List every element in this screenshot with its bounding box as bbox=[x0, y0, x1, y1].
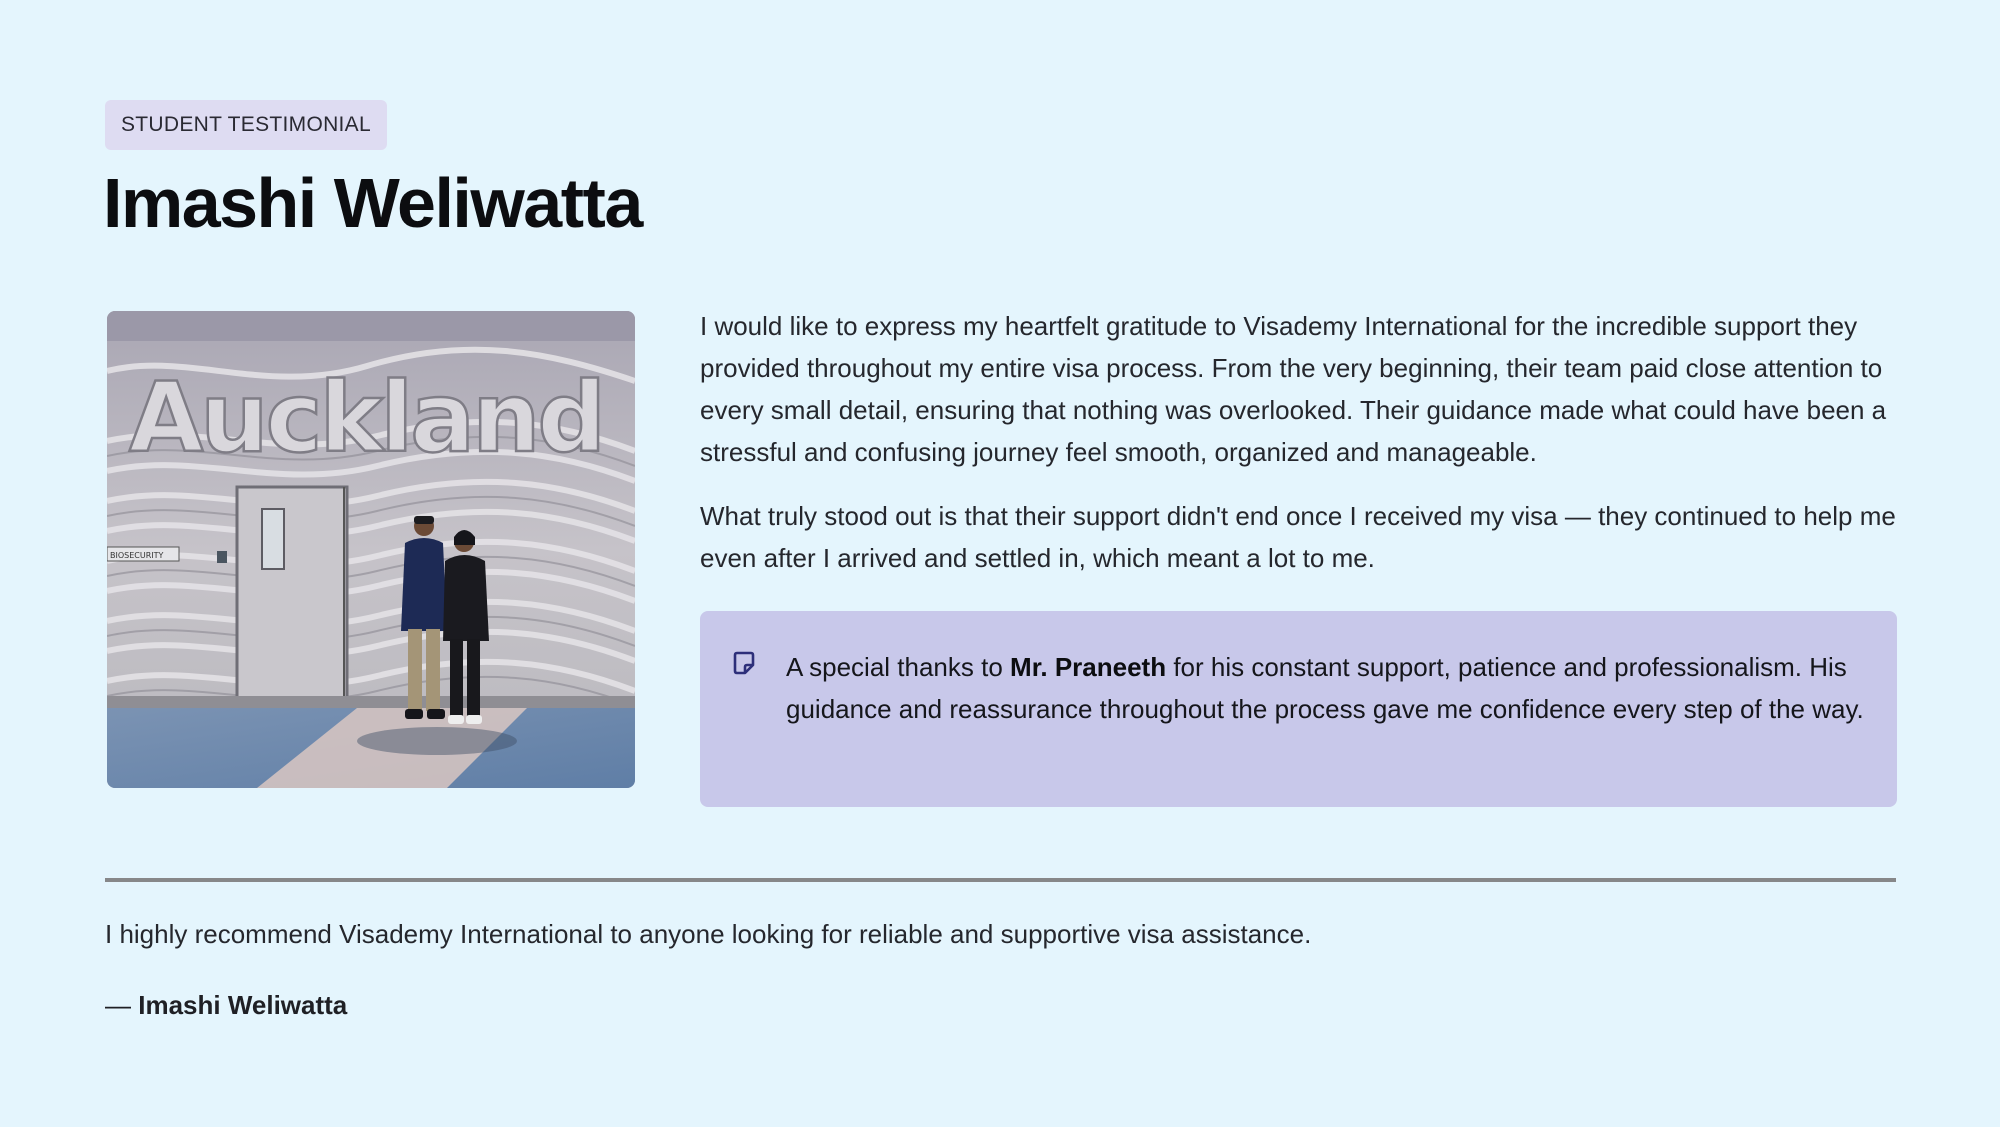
testimonial-paragraph: What truly stood out is that their support didn't end once I received my visa — they continued to help me even after I arrived and settled in, which meant a lot to me. bbox=[700, 501, 1896, 573]
section-divider bbox=[105, 878, 1896, 882]
note-icon bbox=[731, 650, 757, 676]
thanks-quote bbox=[786, 646, 1866, 730]
thanks-callout bbox=[700, 611, 1897, 807]
auckland-sign: Auckland bbox=[129, 362, 604, 474]
biosecurity-sign: BIOSECURITY bbox=[110, 551, 164, 560]
thanks-highlight: Mr. Praneeth bbox=[1010, 652, 1167, 682]
recommendation-text: I highly recommend Visademy International to anyone looking for reliable and supportive visa assistance. bbox=[105, 919, 1312, 949]
testimonial-badge: STUDENT TESTIMONIAL bbox=[105, 100, 387, 150]
thanks-suffix: for his constant support, patience and professionalism. His guidance and reassurance throughout the process gave me confidence every step of the way. bbox=[786, 652, 1864, 724]
signature bbox=[105, 984, 347, 1026]
signature-name: Imashi Weliwatta bbox=[138, 990, 348, 1020]
signature-dash: — bbox=[105, 990, 139, 1020]
student-photo bbox=[107, 311, 635, 788]
page-title: Imashi Weliwatta bbox=[103, 164, 642, 242]
thanks-prefix: A special thanks to bbox=[786, 652, 1011, 682]
testimonial-body bbox=[700, 305, 1900, 601]
testimonial-paragraph: I would like to express my heartfelt gratitude to Visademy International for the incredible support they provided throughout my entire visa process. From the very beginning, their team paid close attention to every small detail, ensuring that nothing was overlooked. Their guidance made what could have been a stressful and confusing journey feel smooth, organized and manageable. bbox=[700, 311, 1887, 467]
